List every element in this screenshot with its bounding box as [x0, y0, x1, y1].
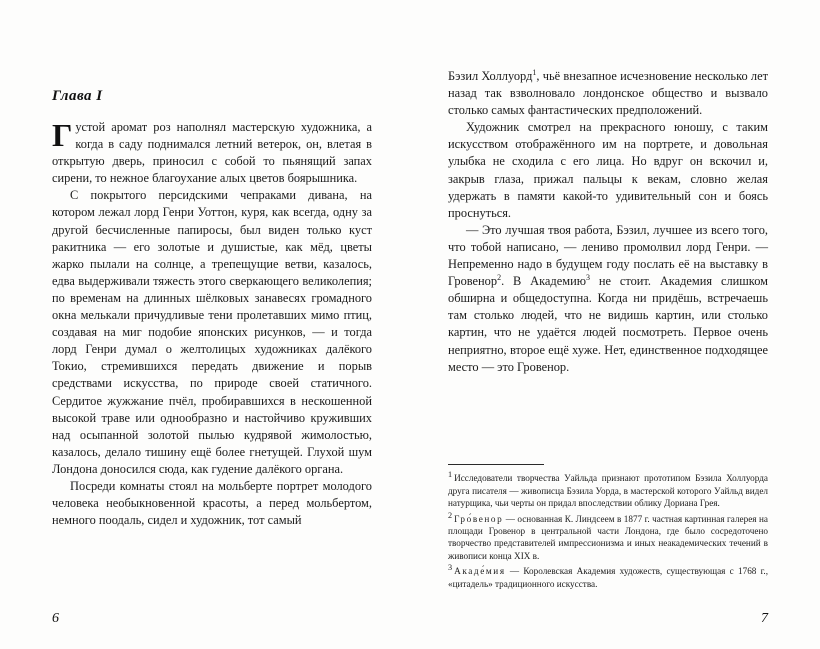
paragraph: — Это лучшая твоя работа, Бэзил, лучшее из всего того, что тобой написано, — лениво промолвил лорд Генри. — Непременно надо в будущем году послать её на выставку в Гровенор$^2$. В Академию$^3$ не стоит. Академия слишком обширна и общедоступна. Когда ни придёшь, встречаешь там столько людей, что не видишь картин, или столько картин, что не удаётся людей посмотреть. Первое очень неприятно, второе ещё хуже. Нет, единственное подходящее место — это Гровенор.	[448, 222, 768, 374]
footnote-divider	[448, 464, 544, 465]
footnote-marker: 1	[448, 470, 453, 480]
right-page	[410, 0, 820, 649]
footnote	[448, 510, 768, 563]
paragraph: Художник смотрел на прекрасного юношу, с таким искусством отображённого им на портрете, и довольная улыбка не сходила с его лица. Но вдруг он вскочил и, закрыв глаза, прижал пальцы к векам, словно желая удержать в памяти какой-то удивительный сон и боясь проснуться.	[448, 120, 768, 220]
footnote-ref: 3	[585, 273, 590, 282]
footnotes-block	[448, 464, 768, 593]
paragraph-text: Бэзил Холлуорд	[448, 69, 533, 83]
paragraph: Посреди комнаты стоял на мольберте портрет молодого человека необыкновенной красоты, а перед мольбертом, немного поодаль, сидел и художник, тот самый	[52, 478, 372, 528]
footnote-text: Исследователи творчества Уайльда признают прототипом Бэзила Холлуорда друга писателя — живописца Бэзила Уорда, в мастерской которого Уайльд видел натурщика, чьи черты он придал впоследствии облику Дориана Грея.	[448, 473, 768, 509]
paragraph	[448, 68, 768, 119]
paragraph: С покрытого персидскими чепраками дивана, на котором лежал лорд Генри Уоттон, куря, как всегда, одну за другой бесчисленные папиросы, был виден только куст ракитника — его золотые и душистые, как мёд, цветы жарко пылали на солнце, а трепещущие ветви, казалось, едва выдерживали тяжесть этого сверкающего великолепия; по временам на длинных шёлковых занавесях громадного окна мелькали причудливые тени пролетавших мимо птиц, создавая на миг подобие японских рисунков, — и тогда лорд Генри думал о желтолицых художниках далёкого Токио, стремившихся передать движение и порыв средствами искусства, по природе своей статичного. Сердитое жужжание пчёл, пробиравшихся в нескошенной высокой траве или однообразно и настойчиво круживших над осыпанной золотой пылью кудрявой жимолостью, казалось, делало тишину ещё более гнетущей. Глухой шум Лондона доносился сюда, как гудение далёкого органа.	[52, 188, 372, 476]
footnote-marker: 3	[448, 563, 453, 573]
page-number-right: 7	[761, 611, 768, 626]
footnote-text: — Королевская Академия художеств, существующая с 1768 г., «цитадель» традиционного искусства.	[448, 566, 768, 589]
footnote	[448, 565, 768, 590]
drop-cap: Г	[52, 117, 73, 153]
footnote	[448, 472, 768, 509]
footnote-ref: 1	[532, 67, 537, 77]
page-number-left: 6	[52, 611, 59, 626]
paragraph	[52, 119, 372, 187]
paragraph-text: , чьё внезапное исчезновение несколько лет назад так взволновало лондонское общество и вызвало столько самых фантастических предположений.	[448, 69, 769, 118]
footnote-marker: 2	[448, 510, 453, 520]
paragraph-text: устой аромат роз наполнял мастерскую художника, а когда в саду поднимался летний ветерок, он, влетая в открытую дверь, приносил с собой то пьянящий запах сирени, то нежное благоухание алых цветов боярышника.	[52, 120, 372, 186]
footnote-text: — основанная К. Линдсеем в 1877 г. частная картинная галерея на площади Гровенор в центральной части Лондона, где было сосредоточено творчество представителей импрессионизма и иных неакадемических течений в живописи конца XIX в.	[448, 513, 768, 561]
footnote-ref: 2	[497, 273, 502, 282]
footnote-term: Акаде́мия	[454, 566, 506, 577]
footnote-term: Гро́венор	[454, 513, 504, 524]
chapter-title: Глава I	[52, 88, 103, 104]
